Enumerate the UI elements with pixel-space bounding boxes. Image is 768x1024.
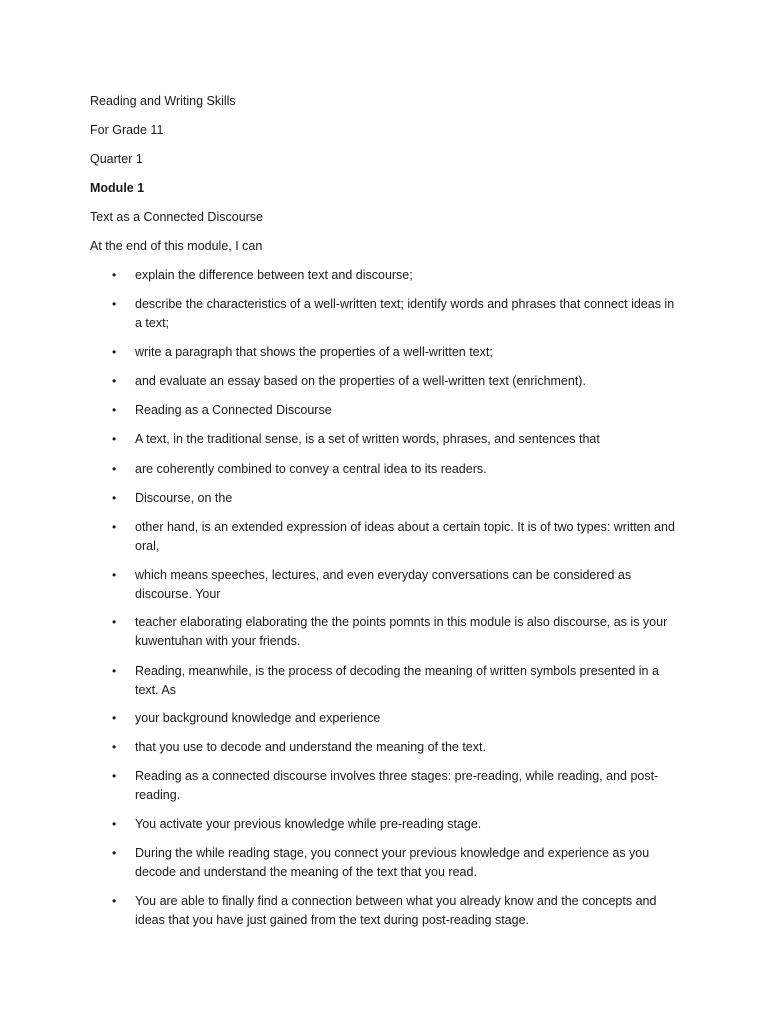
list-item-text: your background knowledge and experience (135, 711, 381, 725)
list-item-text: Reading as a connected discourse involves three stages: pre-reading, while reading, and post-reading. (135, 769, 659, 802)
bullet-marker: • (112, 740, 117, 754)
bullet-marker: • (112, 297, 117, 311)
bullet-marker: • (112, 817, 117, 831)
bullet-marker: • (112, 769, 117, 783)
bullet-marker: • (112, 894, 117, 908)
list-item-text: and evaluate an essay based on the properties of a well-written text (enrichment). (135, 374, 586, 388)
bullet-marker: • (112, 846, 117, 860)
doc-grade: For Grade 11 (90, 123, 164, 137)
doc-quarter: Quarter 1 (90, 152, 143, 166)
doc-module: Module 1 (90, 181, 145, 195)
bullet-marker: • (112, 403, 117, 417)
bullet-marker: • (112, 491, 117, 505)
bullet-marker: • (112, 615, 117, 629)
list-item-text: You are able to finally find a connection between what you already know and the concepts and ideas that you have just gained from the text during post-reading stage. (135, 894, 657, 927)
bullet-marker: • (112, 462, 117, 476)
bullet-marker: • (112, 432, 117, 446)
list-item-text: explain the difference between text and discourse; (135, 268, 413, 282)
list-item-text: During the while reading stage, you connect your previous knowledge and experience as you decode and understand the meaning of the text that you read. (135, 846, 650, 879)
list-item-text: other hand, is an extended expression of ideas about a certain topic. It is of two types: written and oral, (135, 520, 675, 553)
bullet-marker: • (112, 664, 117, 678)
list-item-text: that you use to decode and understand the meaning of the text. (135, 740, 486, 754)
bullet-marker: • (112, 268, 117, 282)
bullet-marker: • (112, 711, 117, 725)
list-item-text: Reading as a Connected Discourse (135, 403, 332, 417)
list-item-text: teacher elaborating elaborating the the points pomnts in this module is also discourse, as is your kuwentuhan with your friends. (135, 615, 668, 648)
bullet-marker: • (112, 374, 117, 388)
bullet-marker: • (112, 345, 117, 359)
bullet-marker: • (112, 520, 117, 534)
bullet-marker: • (112, 568, 117, 582)
doc-intro: At the end of this module, I can (90, 239, 263, 253)
list-item-text: Reading, meanwhile, is the process of decoding the meaning of written symbols presented in a text. As (135, 664, 659, 697)
list-item-text: are coherently combined to convey a central idea to its readers. (135, 462, 487, 476)
list-item-text: describe the characteristics of a well-written text; identify words and phrases that connect ideas in a text; (135, 297, 675, 330)
list-item-text: A text, in the traditional sense, is a set of written words, phrases, and sentences that (135, 432, 600, 446)
doc-title: Reading and Writing Skills (90, 94, 236, 108)
list-item-text: You activate your previous knowledge while pre-reading stage. (135, 817, 482, 831)
list-item-text: Discourse, on the (135, 491, 233, 505)
doc-topic: Text as a Connected Discourse (90, 210, 264, 224)
list-item-text: which means speeches, lectures, and even everyday conversations can be considered as discourse. Your (135, 568, 632, 601)
list-item-text: write a paragraph that shows the properties of a well-written text; (135, 345, 493, 359)
